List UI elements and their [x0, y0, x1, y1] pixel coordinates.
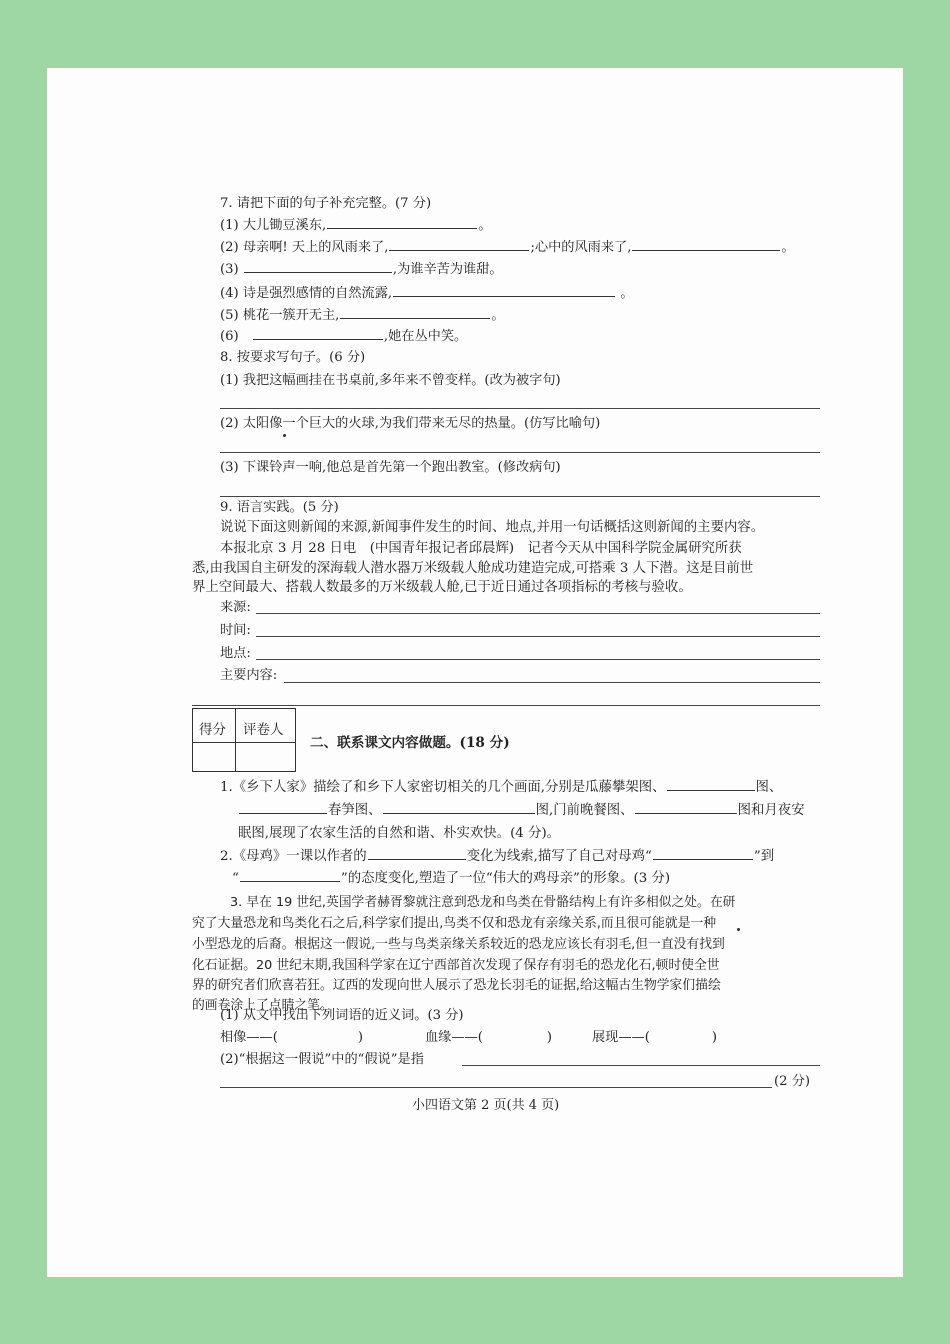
s2-q1-line-3: 眠图,展现了农家生活的自然和谐、朴实欢快。(4 分)。 [238, 826, 561, 841]
q9-news-line: 悉,由我国自主研发的深海载人潜水器万米级载人舱成功建造完成,可搭乘 3 人下潜。这是目前世 [192, 561, 754, 576]
blank[interactable] [368, 847, 466, 860]
q8-sentence-1: (1) 我把这幅画挂在书桌前,多年来不曾变样。(改为被字句) [220, 373, 561, 388]
answer-line[interactable] [220, 408, 820, 409]
label-time: 时间: [220, 623, 251, 638]
score-box [192, 708, 296, 772]
q7-line-3: (3) ,为谁辛苦为谁甜。 [220, 262, 503, 277]
divider [193, 742, 295, 743]
label-place: 地点: [220, 646, 251, 661]
passage-line: 小型恐龙的后裔。根据这一假说,一些与鸟类亲缘关系较近的恐龙应该长有羽毛,但一直没有找到 [192, 937, 725, 952]
q7-line-6: (6) ,她在丛中笑。 [220, 329, 468, 344]
q7-line-1: (1) 大儿锄豆溪东, 。 [220, 218, 492, 233]
q7-line-4: (4) 诗是强烈感情的自然流露, 。 [220, 286, 634, 301]
q8-title: 8. 按要求写句子。(6 分) [220, 350, 366, 365]
s2-q1-line-2: 春笋图、 图,门前晚餐图、 图和月夜安 [238, 801, 805, 821]
emphasis-dot [737, 928, 740, 931]
blank[interactable] [635, 801, 737, 814]
answer-line[interactable] [220, 452, 820, 453]
blank[interactable] [244, 260, 392, 273]
score-label: 得分 [199, 722, 226, 738]
blank[interactable] [653, 847, 753, 860]
answer-line[interactable] [256, 613, 820, 614]
answer-line[interactable] [220, 496, 820, 497]
answer-line[interactable] [256, 636, 820, 637]
synonym-1: 相像——( ) [220, 1030, 364, 1045]
label-source: 来源: [220, 600, 251, 615]
blank[interactable] [667, 778, 755, 791]
q8-sentence-2: (2) 太阳像一个巨大的火球,为我们带来无尽的热量。(仿写比喻句) [220, 416, 601, 431]
answer-line[interactable] [284, 682, 820, 683]
blank[interactable] [240, 869, 340, 882]
s2-q3-sub2: (2)“根据这一假说”中的“假说”是指 [220, 1052, 424, 1067]
passage-line: 化石证据。20 世纪末期,我国科学家在辽宁西部首次发现了保存有羽毛的恐龙化石,顿时使全世 [192, 958, 720, 973]
grader-label: 评卷人 [243, 722, 284, 738]
passage-line: 界的研究者们欣喜若狂。辽西的发现向世人展示了恐龙长羽毛的证据,给这幅古生物学家们描绘 [192, 978, 721, 993]
blank[interactable] [389, 238, 529, 251]
s2-q2-line-1: 2.《母鸡》一课以作者的 变化为线索,描写了自己对母鸡“ ”到 [220, 849, 775, 864]
q9-news-line: 界上空间最大、搭载人数最多的万米级载人舱,已于近日通过各项指标的考核与验收。 [192, 580, 692, 595]
synonym-3: 展现——( ) [592, 1030, 718, 1045]
answer-line[interactable] [220, 1087, 772, 1088]
s2-q3-sub1: (1) 从文中找出下列词语的近义词。(3 分) [220, 1008, 464, 1023]
blank[interactable] [393, 284, 615, 297]
s2-q2-line-2: “ ”的态度变化,塑造了一位“伟大的鸡母亲”的形象。(3 分) [232, 871, 671, 886]
q7-title: 7. 请把下面的句子补充完整。(7 分) [220, 196, 432, 211]
passage-line: 的画卷涂上了点睛之笔。 [192, 998, 333, 1013]
blank[interactable] [327, 216, 477, 229]
sub2-score: (2 分) [774, 1074, 811, 1089]
blank[interactable] [253, 327, 383, 340]
answer-line[interactable] [256, 659, 820, 660]
passage-line: 3. 早在 19 世纪,英国学者赫胥黎就注意到恐龙和鸟类在骨骼结构上有许多相似之处。在研 [230, 895, 736, 910]
s2-q1-line-1: 1.《乡下人家》描绘了和乡下人家密切相关的几个画面,分别是瓜藤攀架图、 图、 [220, 780, 783, 795]
q9-title: 9. 语言实践。(5 分) [220, 500, 339, 515]
q9-news-line: 本报北京 3 月 28 日电 (中国青年报记者邱晨辉) 记者今天从中国科学院金属研究所获 [220, 541, 742, 556]
blank[interactable] [383, 801, 535, 814]
divider [235, 709, 236, 771]
q7-line-5: (5) 桃花一簇开无主, 。 [220, 308, 505, 323]
label-main-content: 主要内容: [220, 668, 278, 683]
section2-title: 二、联系课文内容做题。(18 分) [310, 735, 510, 751]
synonym-2: 血缘——( ) [425, 1030, 553, 1045]
emphasis-dot [283, 434, 286, 437]
blank[interactable] [632, 238, 780, 251]
answer-line[interactable] [192, 705, 820, 706]
answer-line[interactable] [462, 1065, 820, 1066]
passage-line: 究了大量恐龙和鸟类化石之后,科学家们提出,鸟类不仅和恐龙有亲缘关系,而且很可能就是一种 [192, 916, 717, 931]
blank[interactable] [239, 801, 327, 814]
blank[interactable] [340, 306, 490, 319]
q8-sentence-3: (3) 下课铃声一响,他总是首先第一个跑出教室。(修改病句) [220, 460, 561, 475]
q9-instruction: 说说下面这则新闻的来源,新闻事件发生的时间、地点,并用一句话概括这则新闻的主要内容。 [220, 520, 765, 535]
page-footer: 小四语文第 2 页(共 4 页) [412, 1098, 560, 1113]
q7-line-2: (2) 母亲啊! 天上的风雨来了, ;心中的风雨来了, 。 [220, 240, 795, 255]
